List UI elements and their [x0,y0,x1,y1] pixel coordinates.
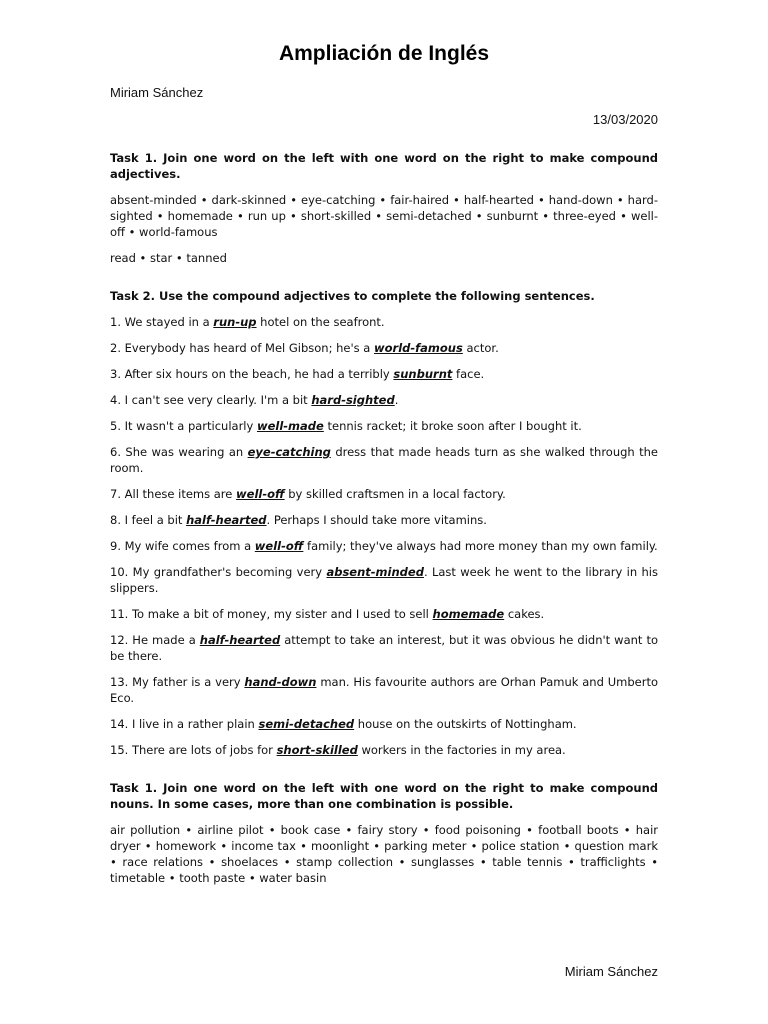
sentence-prefix: 14. I live in a rather plain [110,717,259,731]
document-title: Ampliación de Inglés [278,42,490,65]
sentence-answer: half-hearted [199,633,281,647]
sentence-answer: half-hearted [186,513,267,527]
sentence-suffix: house on the outskirts of Nottingham. [354,717,577,731]
sentence-suffix: attempt to take an interest, but it was obvious he didn't want to be there. [110,633,658,663]
sentence-suffix: . Perhaps I should take more vitamins. [266,513,487,527]
sentence-answer: absent-minded [326,565,424,579]
sentence-answer: semi-detached [258,717,355,731]
sentence-item [110,314,658,330]
sentence-suffix: workers in the factories in my area. [357,743,566,757]
sentence-item [110,512,658,528]
sentence-answer: world-famous [374,341,463,355]
sentence-item [110,716,658,732]
sentence-answer: well-made [256,419,324,433]
sentence-prefix: 5. It wasn't a particularly [110,419,257,433]
sentence-prefix: 2. Everybody has heard of Mel Gibson; he's a [110,341,374,355]
sentence-suffix: dress that made heads turn as she walked through the room. [110,445,659,475]
task3-word-list: air pollution • airline pilot • book case • fairy story • food poisoning • football boots • hair dryer • homework • income tax • moonlight • parking meter • police station • question mark • race relations • shoelaces • stamp collection • sunglasses • table tennis • trafficlights • timetable • tooth paste • water basin [110,823,658,885]
sentence-item [110,742,658,758]
sentence-prefix: 7. All these items are [110,487,237,501]
sentence-suffix: family; they've always had more money than my own family. [303,539,658,553]
sentence-item [110,486,658,502]
sentence-item [110,444,658,476]
sentence-item [110,564,658,596]
sentence-suffix: cakes. [504,607,545,621]
sentence-prefix: 13. My father is a very [110,675,245,689]
sentence-prefix: 3. After six hours on the beach, he had a terribly [110,367,394,381]
sentence-answer: sunburnt [393,367,453,381]
sentence-prefix: 15. There are lots of jobs for [110,743,277,757]
sentence-item [110,674,658,706]
sentence-item [110,606,658,622]
document-page [110,0,658,1024]
sentence-suffix: actor. [462,341,499,355]
task2-sentences [110,314,658,758]
sentence-prefix: 6. She was wearing an [110,445,248,459]
sentence-prefix: 10. My grandfather's becoming very [110,565,327,579]
sentence-item [110,340,658,356]
task1-word-list-2: read • star • tanned [110,251,227,265]
sentence-item [110,418,658,434]
sentence-answer: well-off [254,539,304,553]
author-name: Miriam Sánchez [110,85,204,100]
task1-word-list: absent-minded • dark-skinned • eye-catching • fair-haired • half-hearted • hand-down • hard-sighted • homemade • run up • short-skilled • semi-detached • sunburnt • three-eyed • well-off • world-famous [110,193,658,239]
sentence-prefix: 8. I feel a bit [110,513,187,527]
sentence-item [110,366,658,382]
task1-heading: Task 1. Join one word on the left with one word on the right to make compound adjectives. [110,151,658,181]
task3-heading: Task 1. Join one word on the left with one word on the right to make compound nouns. In some cases, more than one combination is possible. [110,781,658,811]
sentence-answer: homemade [432,607,505,621]
sentence-suffix: man. His favourite authors are Orhan Pamuk and Umberto Eco. [110,675,658,705]
sentence-answer: hand-down [244,675,317,689]
sentence-prefix: 12. He made a [110,633,200,647]
sentence-answer: well-off [236,487,285,501]
sentence-suffix: . [394,393,399,407]
footer-author: Miriam Sánchez [564,964,658,979]
sentence-suffix: face. [452,367,485,381]
sentence-answer: eye-catching [247,445,331,459]
sentence-answer: short-skilled [276,743,358,757]
sentence-prefix: 1. We stayed in a [110,315,214,329]
document-date: 13/03/2020 [592,112,658,127]
sentence-suffix: tennis racket; it broke soon after I bought it. [323,419,582,433]
sentence-suffix: . Last week he went to the library in his slippers. [110,565,658,595]
sentence-answer: run-up [213,315,257,329]
sentence-item [110,392,658,408]
task2-heading: Task 2. Use the compound adjectives to complete the following sentences. [110,289,595,303]
sentence-suffix: hotel on the seafront. [256,315,385,329]
sentence-prefix: 4. I can't see very clearly. I'm a bit [110,393,312,407]
sentence-item [110,538,658,554]
sentence-prefix: 11. To make a bit of money, my sister and I used to sell [110,607,433,621]
sentence-suffix: by skilled craftsmen in a local factory. [284,487,506,501]
sentence-item [110,632,658,664]
sentence-answer: hard-sighted [311,393,395,407]
sentence-prefix: 9. My wife comes from a [110,539,255,553]
document-content [110,150,658,896]
